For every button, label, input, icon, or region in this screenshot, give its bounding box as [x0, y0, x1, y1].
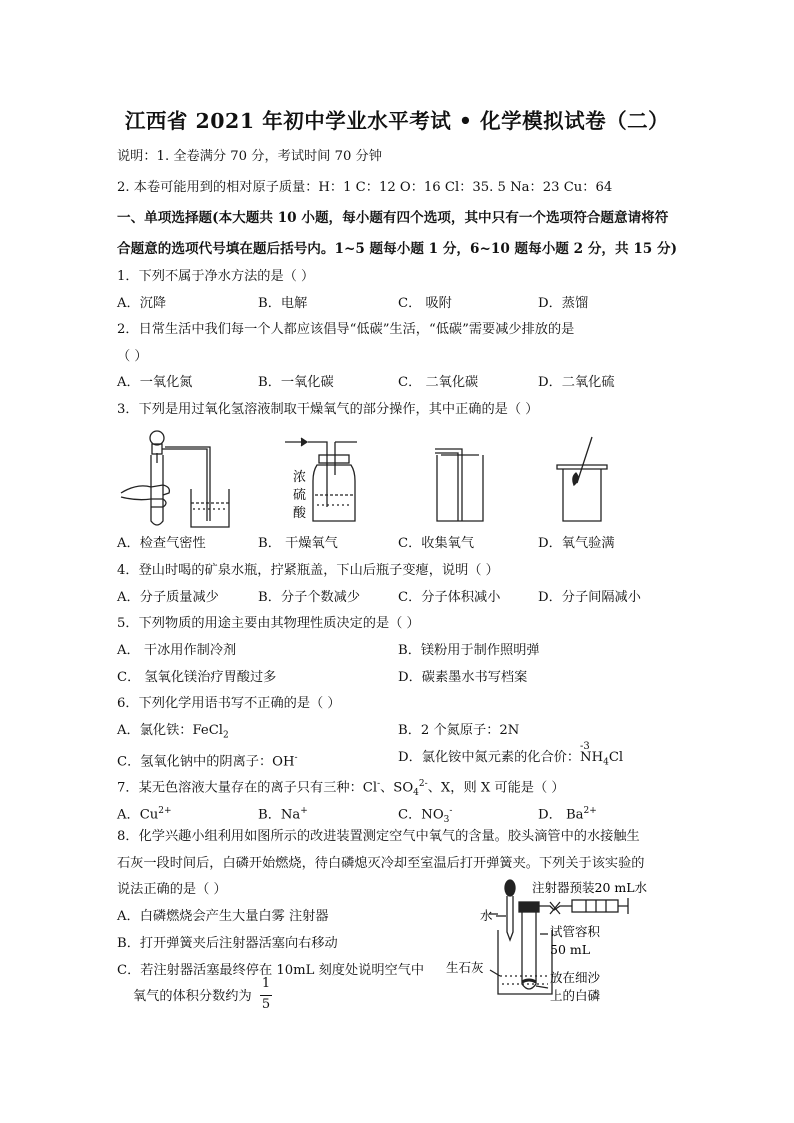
q3-option-d: D．氧气验满 — [538, 536, 615, 551]
fraction-denominator: 5 — [261, 997, 271, 1012]
q4-option-c: C．分子体积减小 — [398, 590, 501, 605]
q2-option-a: A．一氧化氮 — [117, 375, 193, 390]
fraction-bar — [260, 995, 272, 996]
q5-option-b: B．镁粉用于制作照明弹 — [398, 643, 540, 658]
q8-stem-line1: 8．化学兴趣小组利用如图所示的改进装置测定空气中氧气的含量。胶头滴管中的水接触生 — [117, 829, 640, 844]
q2-paren: （ ） — [117, 349, 148, 364]
page-title: 江西省 2021 年初中学业水平考试 • 化学模拟试卷（二） — [124, 109, 670, 133]
q4-option-a: A．分子质量减少 — [117, 590, 219, 605]
q2-stem: 2．日常生活中我们每一个人都应该倡导“低碳”生活，“低碳”需要减少排放的是 — [117, 322, 575, 337]
oxygen-test-apparatus — [557, 437, 607, 521]
q4-stem: 4．登山时喝的矿泉水瓶，拧紧瓶盖，下山后瓶子变瘪，说明（ ） — [117, 563, 499, 578]
q6-option-a: A．氯化铁：FeCl$_2$ — [117, 723, 229, 741]
section-heading-line1: 一、单项选择题(本大题共 10 小题，每小题有四个选项，其中只有一个选项符合题意请将符 — [117, 210, 669, 226]
q8-stem-line2: 石灰一段时间后，白磷开始燃烧，待白磷熄灭冷却至室温后打开弹簧夹。下列关于该实验的 — [117, 856, 645, 871]
q5-stem: 5．下列物质的用途主要由其物理性质决定的是（ ） — [117, 616, 420, 631]
q6-option-d: D．氯化铵中氮元素的化合价： -3 $NH_4Cl$ — [398, 749, 623, 772]
q4-option-b: B．分子个数减少 — [258, 590, 361, 605]
collecting-bottle-apparatus — [435, 449, 483, 521]
q1-stem: 1．下列不属于净水方法的是（ ） — [117, 269, 315, 284]
q6-option-b: B．2 个氮原子：2N — [398, 723, 520, 738]
fraction-numerator: 1 — [261, 976, 271, 991]
q3-apparatus-figure — [117, 425, 637, 533]
instructions-line1: 说明：1. 全卷满分 70 分，考试时间 70 分钟 — [117, 149, 382, 164]
q8-option-b: B．打开弹簧夹后注射器活塞向右移动 — [117, 936, 338, 951]
q1-option-a: A．沉降 — [117, 296, 167, 311]
q5-option-c: C． 氢氧化镁治疗胃酸过多 — [117, 670, 277, 685]
acid-label-1: 浓 — [293, 470, 307, 485]
q2-option-b: B．一氧化碳 — [258, 375, 334, 390]
q5-option-d: D．碳素墨水书写档案 — [398, 670, 528, 685]
instructions-line2: 2. 本卷可能用到的相对原子质量：H：1 C：12 O：16 Cl：35. 5 Na：23 Cu：64 — [117, 180, 613, 195]
q2-option-d: D．二氧化硫 — [538, 375, 615, 390]
q3-option-c: C．收集氧气 — [398, 536, 475, 551]
phosphorus-label-2: 上的白磷 — [550, 988, 601, 1003]
q7-option-b: B．Na+ — [258, 806, 308, 823]
q2-option-c: C． 二氧化碳 — [398, 375, 479, 390]
acid-label-3: 酸 — [293, 506, 307, 521]
q6-option-c: C．氢氧化钠中的阴离子：OH- — [117, 753, 298, 770]
tube-capacity-label: 试管容积 — [550, 924, 601, 939]
valence-mark: -3 — [580, 741, 590, 752]
q8-apparatus-figure — [440, 872, 680, 1012]
acid-label-2: 硫 — [293, 488, 307, 503]
q3-option-a: A．检查气密性 — [117, 536, 206, 551]
q1-option-c: C． 吸附 — [398, 296, 452, 311]
section-heading-line2: 合题意的选项代号填在题后括号内。1~5 题每小题 1 分，6~10 题每小题 2 分，共 15 分) — [117, 241, 678, 257]
q1-option-d: D．蒸馏 — [538, 296, 589, 311]
phosphorus-label-1: 放在细沙 — [550, 970, 601, 985]
q8-option-c: C．若注射器活塞最终停在 10mL 刻度处说明空气中 — [117, 963, 425, 978]
gas-tightness-apparatus — [121, 431, 229, 527]
q6-stem: 6．下列化学用语书写不正确的是（ ） — [117, 696, 341, 711]
q7-stem: 7．某无色溶液大量存在的离子只有三种：Cl-、$SO_4^{2-}$、X，则 X 可能是（ ） — [117, 779, 565, 799]
lime-label: 生石灰 — [446, 960, 484, 975]
q8-stem-line3: 说法正确的是（ ） — [117, 882, 227, 897]
syringe-label: 注射器预装20 mL水 — [532, 880, 648, 895]
q4-option-d: D．分子间隔减小 — [538, 590, 641, 605]
q8-option-c-line2: 氧气的体积分数约为 — [133, 989, 252, 1004]
q1-option-b: B．电解 — [258, 296, 308, 311]
water-label: 水 — [480, 908, 493, 923]
q8-option-a: A．白磷燃烧会产生大量白雾 注射器 — [117, 909, 329, 924]
q7-option-a: A．$Cu^{2+}$ — [117, 806, 172, 823]
tube-volume-label: 50 mL — [550, 942, 591, 957]
q7-option-c: C．$NO_3^-$ — [398, 806, 453, 826]
q7-option-d: D． $Ba^{2+}$ — [538, 806, 597, 823]
q3-stem: 3．下列是用过氧化氢溶液制取干燥氧气的部分操作，其中正确的是（ ） — [117, 402, 539, 417]
q3-option-b: B． 干燥氧气 — [258, 536, 338, 551]
q5-option-a: A． 干冰用作制冷剂 — [117, 643, 237, 658]
